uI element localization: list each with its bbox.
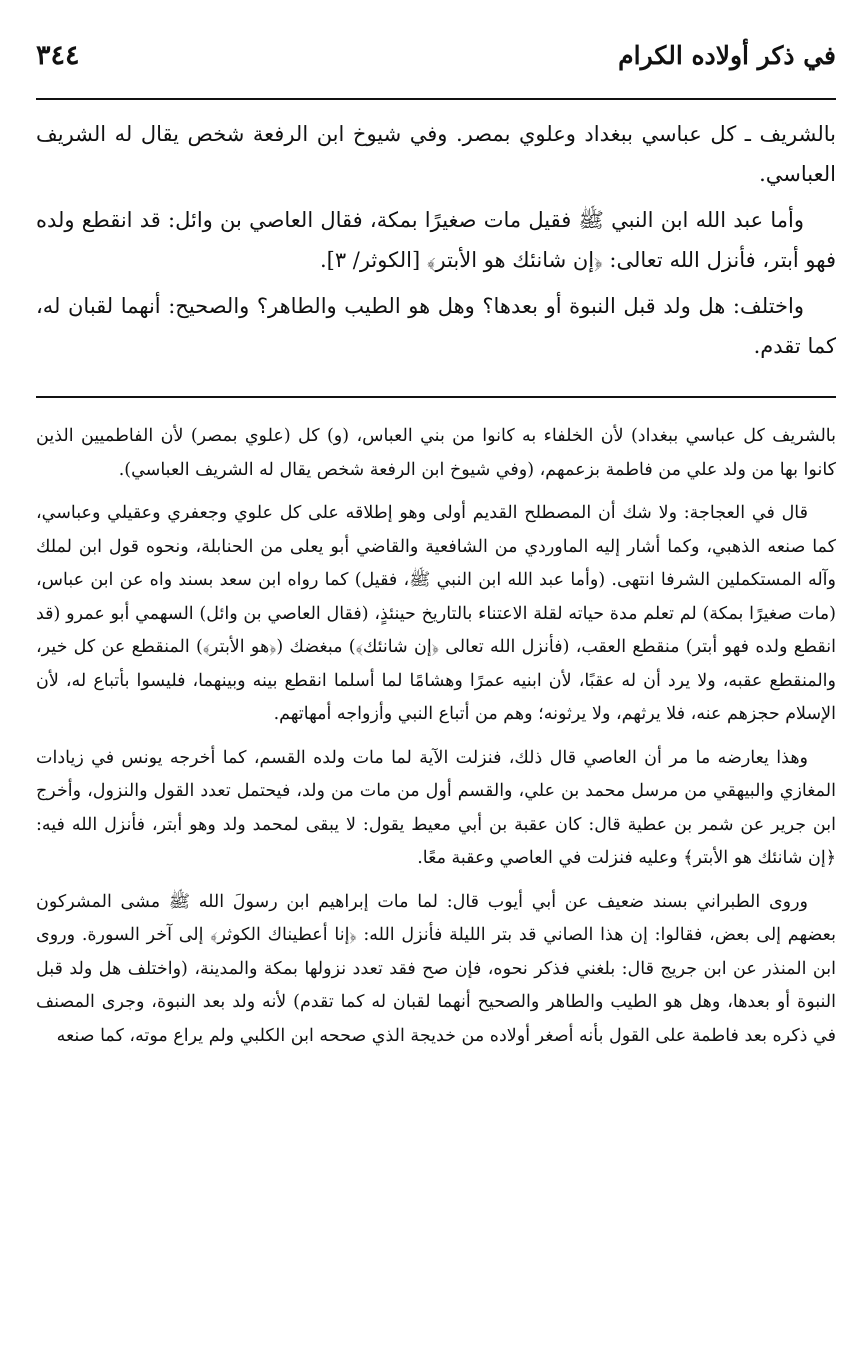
commentary xyxy=(36,420,836,1053)
header-rule xyxy=(36,98,836,100)
main-paragraph: بالشريف ـ كل عباسي ببغداد وعلوي بمصر. وفي شيوخ ابن الرفعة شخص يقال له الشريف العباسي. xyxy=(36,122,836,186)
commentary-paragraph: بالشريف كل عباسي ببغداد) لأن الخلفاء به كانوا من بني العباس، (و) كل (علوي بمصر) لأن الفاطميين الذين كانوا بها من ولد علي من فاطمة بزعمهم، (وفي شيوخ ابن الرفعة شخص يقال له الشريف العباسي). xyxy=(36,426,836,480)
main-paragraph: وأما عبد الله ابن النبي ﷺ فقيل مات صغيرًا بمكة، فقال العاصي بن وائل: قد انقطع ولده فهو أبتر، فأنزل الله تعالى: ﴿إن شانئك هو الأبتر﴾ [الكوثر/ ٣]. xyxy=(36,208,836,272)
main-text xyxy=(36,114,836,366)
commentary-paragraph: وروى الطبراني بسند ضعيف عن أبي أيوب قال: لما مات إبراهيم ابن رسولَ الله ﷺ مشى المشركون بعضهم إلى بعض، فقالوا: إن هذا الصاني قد بتر الليلة فأنزل الله: ﴿إنا أعطيناك الكوثر﴾ إلى آخر السورة. وروى ابن المنذر عن ابن جريج قال: بلغني فذكر نحوه، فإن صح فقد تعدد نزولها بمكة والمدينة، (واختلف هل ولد قبل النبوة أو بعدها، وهل هو الطيب والطاهر والصحيح أنهما لقبان له كما تقدم) لأنه ولد بعد النبوة، وجرى المصنف في ذكره بعد فاطمة على القول بأنه أصغر أولاده من خديجة الذي صححه ابن الكلبي ولم يراع موته، كما صنعه xyxy=(36,891,836,1046)
commentary-paragraph: وهذا يعارضه ما مر أن العاصي قال ذلك، فنزلت الآية لما مات ولده القسم، كما أخرجه يونس في زيادات المغازي والبيهقي من مرسل محمد بن علي، والقسم أول من مات من ولد، فيحتمل تعدد القول والنزول، وأخرج ابن جرير عن شمر بن عطية قال: كان عقبة بن أبي معيط يقول: لا يبقى لمحمد ولد وهو أبتر، فأنزل الله فيه: ﴿إن شانئك هو الأبتر﴾ وعليه فنزلت في العاصي وعقبة معًا. xyxy=(36,747,836,868)
commentary-paragraph: قال في العجاجة: ولا شك أن المصطلح القديم أولى وهو إطلاقه على كل علوي وجعفري وعقيلي وعباسي، كما صنعه الذهبي، وكما أشار إليه الماوردي من الشافعية والقاضي أبو يعلى من الحنابلة، ونحوه قول ابن لملك وآله المستكملين الشرفا انتهى. (وأما عبد الله ابن النبي ﷺ، فقيل) كما رواه ابن سعد بسند واه عن ابن عباس، (مات صغيرًا بمكة) لم تعلم مدة حياته لقلة الاعتناء بالتاريخ حينئذٍ، (فقال العاصي بن وائل) السهمي أبو عمرو (قد انقطع ولده فهو أبتر) منقطع العقب، (فأنزل الله تعالى ﴿إن شانئك﴾) مبغضك (﴿هو الأبتر﴾) المنقطع عن كل خير، والمنقطع عقبه، ولا يرد أن له عقبًا، لأن ابنيه عمرًا وهشامًا لما أسلما انقطع بينه وبينهما، فليسوا بأتباع له، لأن الإسلام حجزهم عنه، فلا يرثهم، ولا يرثونه؛ وهم من أتباع النبي وأزواجه أمهاتهم. xyxy=(36,503,836,724)
page-header xyxy=(36,40,836,92)
running-title: في ذكر أولاده الكرام xyxy=(618,41,836,70)
main-paragraph: واختلف: هل ولد قبل النبوة أو بعدها؟ وهل هو الطيب والطاهر؟ والصحيح: أنهما لقبان له، كما تقدم. xyxy=(36,294,836,358)
separator-rule xyxy=(36,396,836,398)
book-page xyxy=(36,40,836,1340)
page-number: ٣٤٤ xyxy=(36,40,80,71)
